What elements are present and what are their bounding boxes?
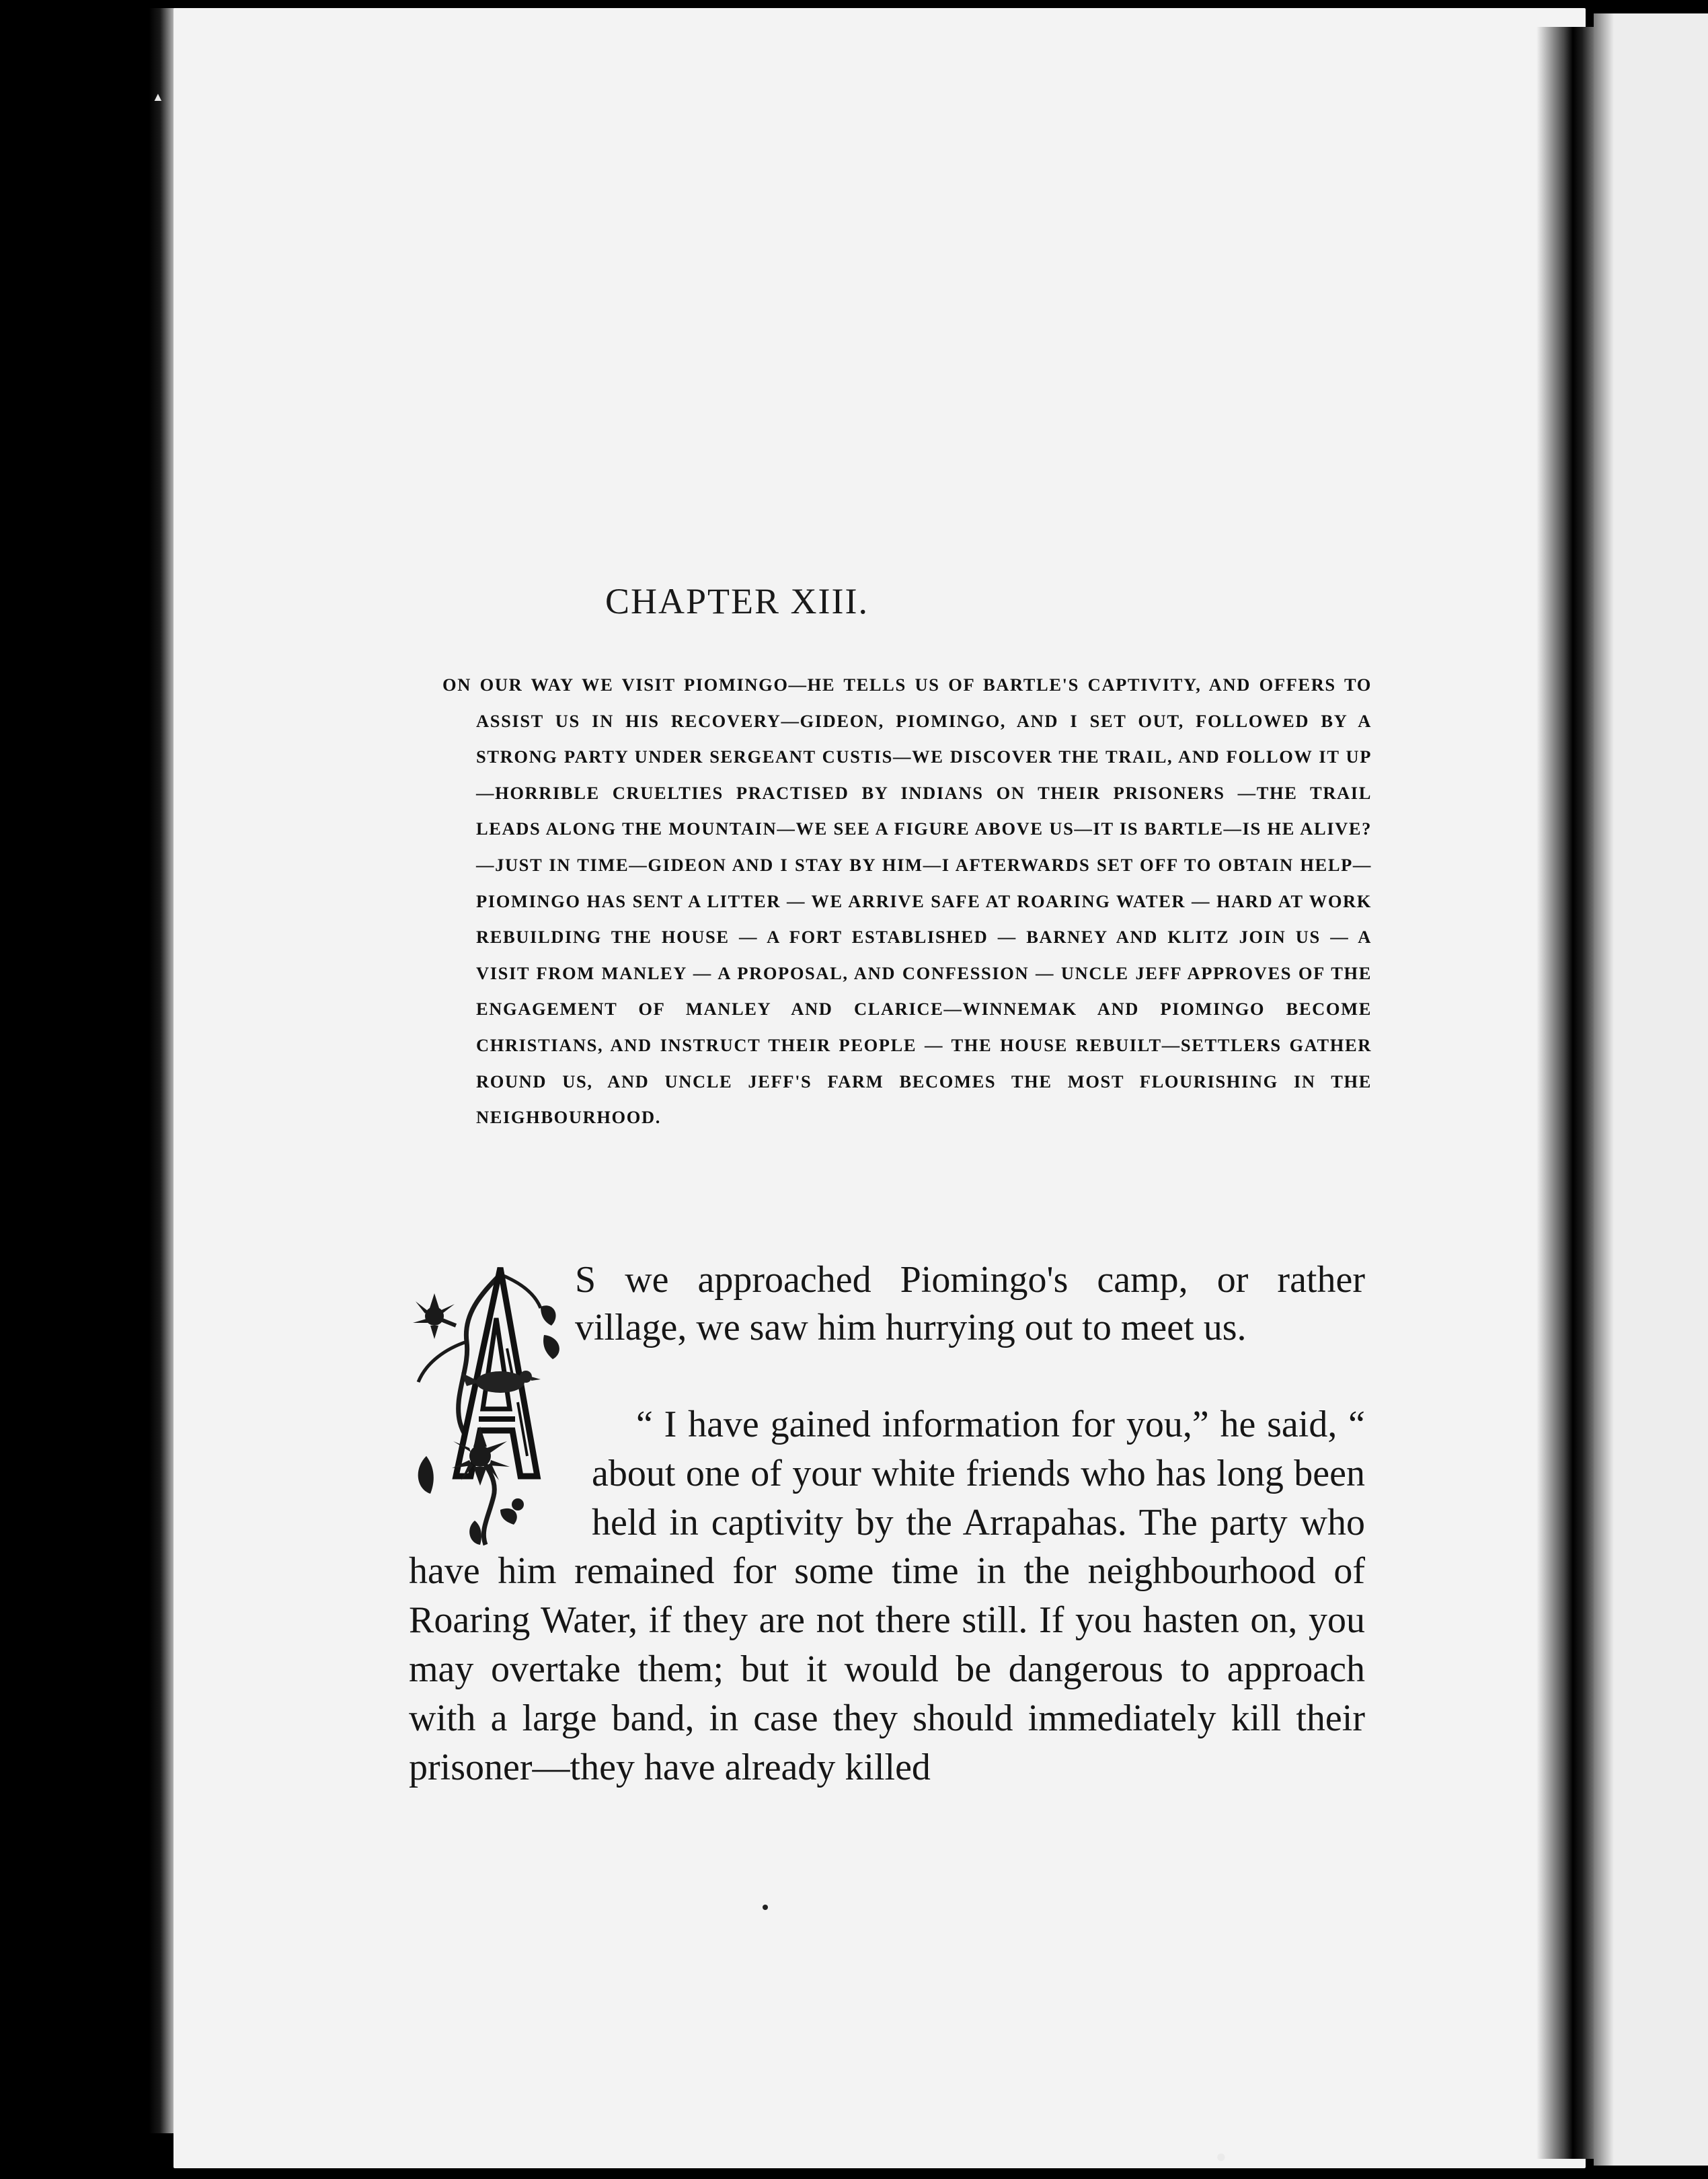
scan-speck-icon: ▲ bbox=[152, 90, 164, 104]
body-second-paragraph bbox=[409, 1400, 1365, 1792]
second-paragraph-text: “ I have gained information for you,” he said, “ about one of your white friends who has long been held in captivity by the Arrapahas. The party who have him remained for some time in the neighbourhood of Roaring Water, if they are not there still. If you hasten on, you may overtake them; but it would be dangerous to approach with a large band, in case they should immediately kill their prisoner—they have already killed bbox=[409, 1404, 1365, 1788]
gutter-shadow bbox=[1537, 27, 1597, 2159]
scan-dot bbox=[763, 1905, 768, 1910]
dropcap-spacer bbox=[409, 1400, 592, 1547]
first-paragraph-text: S we approached Piomingo's camp, or rather village, we saw him hurrying out to meet us. bbox=[575, 1259, 1365, 1348]
left-page-edge bbox=[149, 8, 176, 2133]
scan-speck-icon: ● bbox=[1216, 2147, 1227, 2166]
chapter-title: CHAPTER XIII. bbox=[605, 581, 869, 621]
body-first-paragraph bbox=[575, 1256, 1365, 1352]
chapter-synopsis: ON OUR WAY WE VISIT PIOMINGO—HE TELLS US OF BARTLE'S CAPTIVITY, AND OFFERS TO ASSIST US IN HIS RECOVERY—GIDEON, PIOMINGO, AND I SET OUT, FOLLOWED BY A STRONG PARTY UNDER SERGEANT CUSTIS—WE DISCOVER THE TRAIL, AND FOLLOW IT UP—HORRIBLE CRUELTIES PRACTISED BY INDIANS ON THEIR PRISONERS —THE TRAIL LEADS ALONG THE MOUNTAIN—WE SEE A FIGURE ABOVE US—IT IS BARTLE—IS HE ALIVE? —JUST IN TIME—GIDEON AND I STAY BY HIM—I AFTERWARDS SET OFF TO OBTAIN HELP—PIOMINGO HAS SENT A LITTER — WE ARRIVE SAFE AT ROARING WATER — HARD AT WORK REBUILDING THE HOUSE — A FORT ESTABLISHED — BARNEY AND KLITZ JOIN US — A VISIT FROM MANLEY — A PROPOSAL, AND CONFESSION — UNCLE JEFF APPROVES OF THE ENGAGEMENT OF MANLEY AND CLARICE—WINNEMAK AND PIOMINGO BECOME CHRISTIANS, AND INSTRUCT THEIR PEOPLE — THE HOUSE REBUILT—SETTLERS GATHER ROUND US, AND UNCLE JEFF'S FARM BECOMES THE MOST FLOURISHING IN THE NEIGHBOURHOOD. bbox=[442, 675, 1372, 1128]
next-page-shade bbox=[1594, 13, 1614, 2166]
